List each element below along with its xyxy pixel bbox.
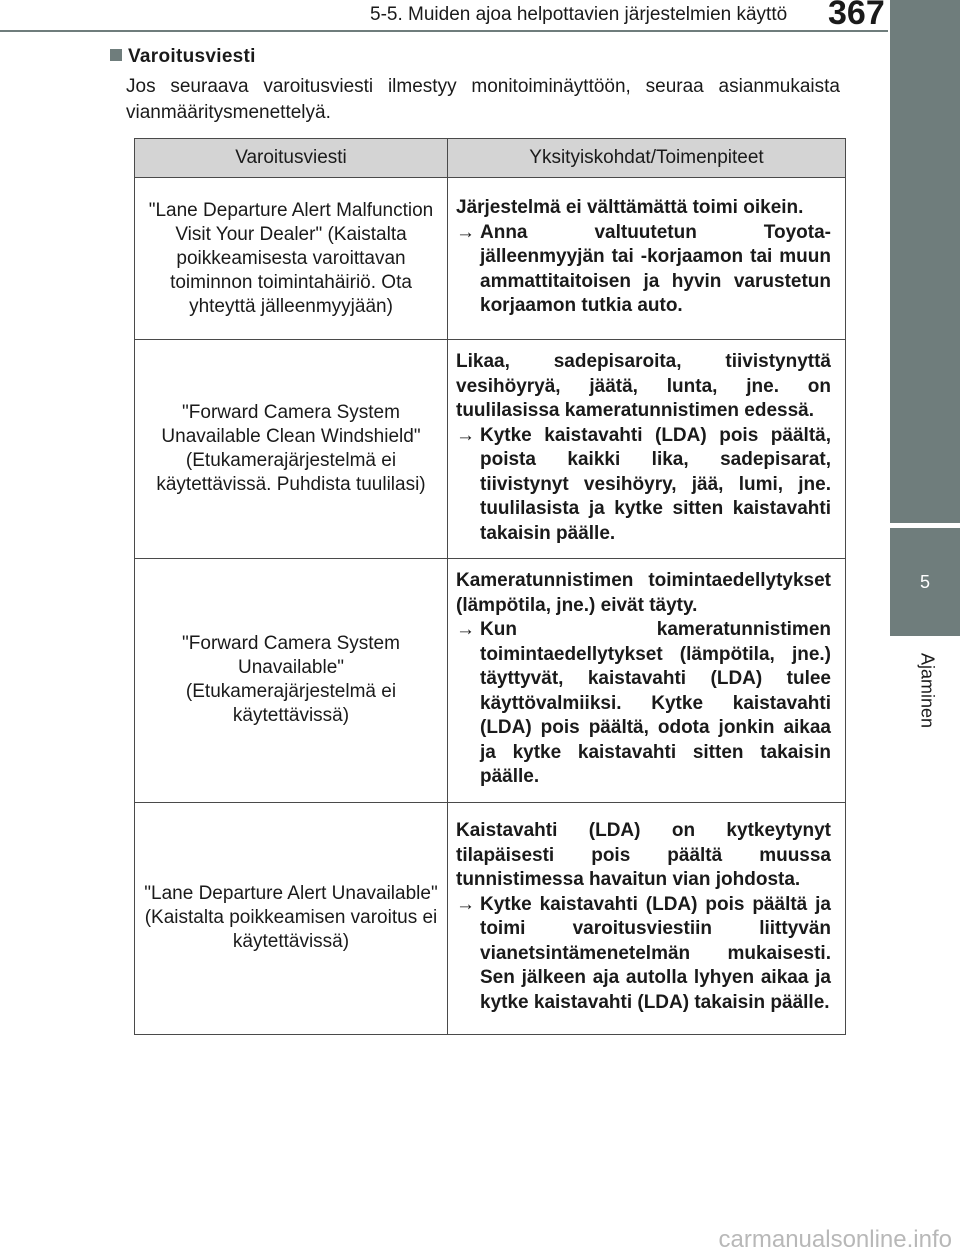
action-item xyxy=(456,618,831,790)
action-text: Kytke kaistavahti (LDA) pois päältä ja toimi varoitusviestiin liittyvän vianetsintämenetelmän mukaisesti. Sen jälkeen aja autolla lyhyen aikaa ja kytke kaistavahti (LDA) takaisin päälle. xyxy=(480,893,831,1013)
action-text: Kun kameratunnistimen toimintaedellytykset (lämpötila, jne.) täyttyvät, kaistavahti (LDA) tulee käyttövalmiiksi. Kytke kaistavahti (LDA) pois päältä, odota jonkin aikaa ja kytke kaistavahti sitten takaisin päälle. xyxy=(480,619,831,787)
side-tab-upper-block xyxy=(890,0,960,523)
warning-message-cell: "Lane Departure Alert Unavailable" (Kaistalta poikkeamisen varoitus ei käytettävissä) xyxy=(135,802,448,1034)
warning-message-cell: "Forward Camera System Unavailable" (Etukamerajärjestelmä ei käytettävissä) xyxy=(135,559,448,803)
action-item xyxy=(456,424,831,547)
warning-message-table xyxy=(134,138,846,1035)
site-watermark: carmanualsonline.info xyxy=(718,1226,952,1253)
details-cell xyxy=(448,559,846,803)
condition-text: Kaistavahti (LDA) on kytkeytynyt tilapäisesti pois päältä muussa tunnistimessa havaitun vian johdosta. xyxy=(456,820,831,890)
chapter-number: 5 xyxy=(919,572,930,592)
action-text: Anna valtuutetun Toyota-jälleenmyyjän tai -korjaamon tai muun ammattitaitoisen ja hyvin varustetun korjaamon tutkia auto. xyxy=(480,221,831,317)
section-heading xyxy=(110,46,840,68)
section-heading-text: Varoitusviesti xyxy=(128,46,256,67)
page-number: 367 xyxy=(828,0,885,32)
arrow-icon: → xyxy=(456,221,475,243)
arrow-icon: → xyxy=(456,893,475,915)
table-row xyxy=(135,178,846,340)
column-header-details: Yksityiskohdat/Toimenpiteet xyxy=(448,139,846,178)
section-intro: Jos seuraava varoitusviesti ilmestyy monitoiminäyttöön, seuraa asianmukaista vianmääritysmenettelyä. xyxy=(126,76,840,123)
action-item xyxy=(456,893,831,1016)
table-row xyxy=(135,559,846,803)
table-row xyxy=(135,340,846,559)
warning-message-cell: "Forward Camera System Unavailable Clean Windshield" (Etukamerajärjestelmä ei käytettävissä. Puhdista tuulilasi) xyxy=(135,340,448,559)
condition-text: Järjestelmä ei välttämättä toimi oikein. xyxy=(456,197,804,219)
table-row xyxy=(135,802,846,1034)
arrow-icon: → xyxy=(456,424,475,446)
details-cell xyxy=(448,340,846,559)
warning-message-cell: "Lane Departure Alert Malfunction Visit Your Dealer" (Kaistalta poikkeamisesta varoittavan toiminnon toimintahäiriö. Ota yhteyttä jälleenmyyjään) xyxy=(135,178,448,340)
column-header-message: Varoitusviesti xyxy=(135,139,448,178)
action-item xyxy=(456,221,831,319)
details-cell xyxy=(448,802,846,1034)
condition-text: Kameratunnistimen toimintaedellytykset (lämpötila, jne.) eivät täyty. xyxy=(456,570,831,616)
details-cell xyxy=(448,178,846,340)
chapter-name: Ajaminen xyxy=(917,652,938,729)
square-bullet-icon xyxy=(110,49,122,61)
chapter-section-title: 5-5. Muiden ajoa helpottavien järjestelmien käyttö xyxy=(370,4,788,25)
table-header-row xyxy=(135,139,846,178)
condition-text: Likaa, sadepisaroita, tiivistynyttä vesihöyryä, jäätä, lunta, jne. on tuulilasissa kameratunnistimen edessä. xyxy=(456,351,831,421)
arrow-icon: → xyxy=(456,619,475,640)
warning-message-section xyxy=(110,46,840,126)
action-text: Kytke kaistavahti (LDA) pois päältä, poista kaikki lika, sadepisarat, tiivistynyt vesihöyry, jää, lumi, jne. tuulilasista ja kytke sitten kaistavahti takaisin päälle. xyxy=(480,424,831,544)
